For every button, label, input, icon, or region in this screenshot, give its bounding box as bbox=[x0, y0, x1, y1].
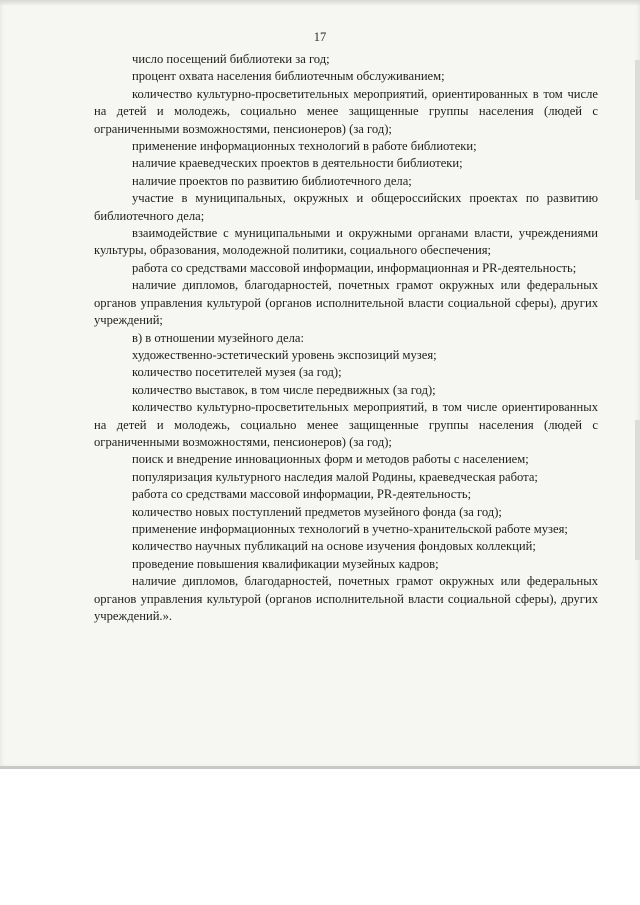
paragraph: поиск и внедрение инновационных форм и методов работы с населением; bbox=[132, 452, 529, 467]
paragraph: наличие проектов по развитию библиотечного дела; bbox=[132, 173, 412, 188]
paragraph: художественно-эстетический уровень экспозиций музея; bbox=[132, 347, 437, 362]
paragraph: наличие дипломов, благодарностей, почетных грамот окружных или федеральных органов управления культурой (органов исполнительной власти социальной сферы), других учреждений; bbox=[94, 278, 598, 328]
paragraph: наличие дипломов, благодарностей, почетных грамот окружных или федеральных органов управления культурой (органов исполнительной власти социальной сферы), других учреждений.». bbox=[94, 574, 598, 623]
page-number: 17 bbox=[313, 30, 327, 44]
paragraph: количество посетителей музея (за год); bbox=[132, 365, 342, 380]
section-heading: в) в отношении музейного дела: bbox=[132, 330, 304, 345]
paragraph: процент охвата населения библиотечным обслуживанием; bbox=[132, 69, 445, 84]
paragraph: взаимодействие с муниципальными и окружными органами власти, учреждениями культуры, образования, молодежной политики, социального обеспечения; bbox=[94, 226, 598, 258]
scan-edge-mark bbox=[635, 420, 640, 560]
paragraph: количество новых поступлений предметов музейного фонда (за год); bbox=[132, 504, 502, 519]
paragraph: количество культурно-просветительных мероприятий, ориентированных в том числе на детей и молодежь, социально менее защищенные группы населения (людей с ограниченными возможностями, пенсионеров) (за год); bbox=[94, 86, 598, 136]
paragraph: количество выставок, в том числе передвижных (за год); bbox=[132, 382, 436, 397]
paragraph: популяризация культурного наследия малой Родины, краеведческая работа; bbox=[132, 469, 538, 484]
paragraph: работа со средствами массовой информации, PR-деятельность; bbox=[132, 487, 472, 502]
paragraph: наличие краеведческих проектов в деятельности библиотеки; bbox=[132, 156, 463, 171]
paragraph: применение информационных технологий в работе библиотеки; bbox=[132, 139, 477, 154]
paragraph: число посещений библиотеки за год; bbox=[132, 52, 330, 66]
paragraph: применение информационных технологий в учетно-хранительской работе музея; bbox=[132, 521, 568, 536]
paragraph: работа со средствами массовой информации, информационная и PR-деятельность; bbox=[132, 260, 577, 275]
paragraph: количество культурно-просветительных мероприятий, в том числе ориентированных на детей и молодежь, социально менее защищенные группы населения (людей с ограниченными возможностями, пенсионеров) (за год); bbox=[94, 400, 598, 449]
paragraph: проведение повышения квалификации музейных кадров; bbox=[132, 556, 439, 571]
paragraph: участие в муниципальных, окружных и общероссийских проектах по развитию библиотечного дела; bbox=[94, 191, 598, 223]
scan-edge-mark bbox=[635, 60, 640, 200]
body-text bbox=[94, 51, 598, 625]
page-bottom-edge bbox=[0, 766, 640, 769]
paragraph: количество научных публикаций на основе изучения фондовых коллекций; bbox=[132, 539, 536, 554]
